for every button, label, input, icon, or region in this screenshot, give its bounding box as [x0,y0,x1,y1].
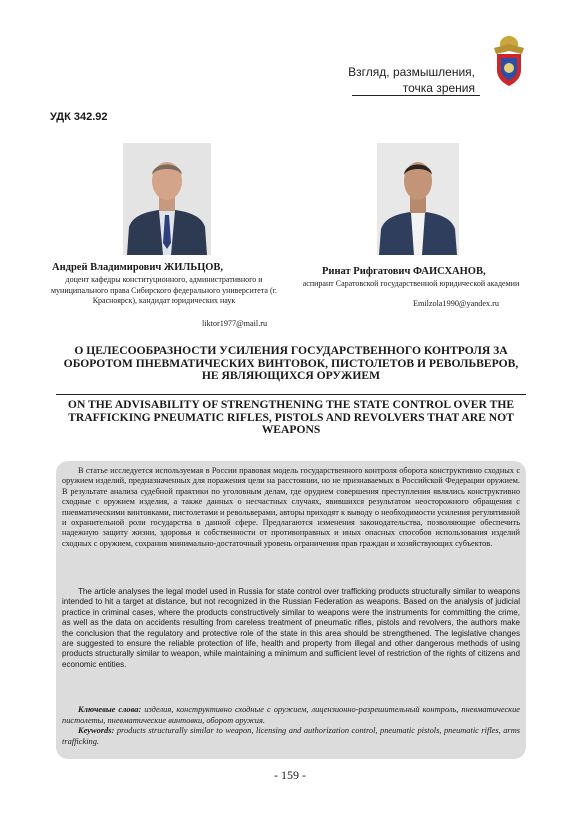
page-number: - 159 - [274,768,306,782]
keywords-en [62,726,520,747]
keywords-en-label: Keywords: [78,726,115,735]
section-rubric [300,64,475,96]
keywords-en-text: products structurally similar to weapon, licensing and authorization control, pneumatic pistols, pneumatic rifles, arms trafficking. [62,726,521,746]
author-1-affiliation: доцент кафедры конституционного, административного и муниципального права Сибирского федерального университета (г. Красноярск), кандидат юридических наук [50,275,277,306]
udk-code: УДК 342.92 [50,111,108,123]
rubric-line-2: точка зрения [402,81,475,95]
article-title-ru: О ЦЕЛЕСООБРАЗНОСТИ УСИЛЕНИЯ ГОСУДАРСТВЕННОГО КОНТРОЛЯ ЗА ОБОРОТОМ ПНЕВМАТИЧЕСКИХ ВИНТОВОК, ПИСТОЛЕТОВ И РЕВОЛЬВЕРОВ, НЕ ЯВЛЯЮЩИХСЯ ОРУЖИЕМ [63,344,519,383]
abstract-en: The article analyses the legal model used in Russia for state control over trafficking products structurally similar to weapons intended to hit a target at distance, but not recognized in the Russian Federation as weapons. Based on the analysis of judicial practice in criminal cases, where the products constructively similar to weapons were the instruments for committing the crime, as well as the data on accidents resulting from careless treatment of pneumatic rifles, pistols and revolvers, the authors make the conclusion that the regulatory and protective role of the state in this area should be strengthened. The legislative changes are suggested to ensure the reliable protection of life, health and property from illegal and other dangerous methods of using products structurally similar to weapon, while maintaining a minimum and sufficient level of restriction of the rights of citizens and economic entities. [62,587,520,669]
title-divider [56,394,526,395]
keywords-ru-text: изделия, конструктивно сходные с оружием, лицензионно-разрешительный контроль, пневматические пистолеты, пневматические винтовки, оборот оружия. [62,705,520,725]
abstract-ru: В статье исследуется используемая в России правовая модель государственного контроля оборота конструктивно сходных с оружием изделий, предназначенных для поражения цели на расстоянии, но не признаваемых в Российской Федерации оружием. В результате анализа судебной практики по уголовным делам, где орудием совершения преступления являлись конструктивно сходные с оружием изделия, а также данных о несчастных случаях, явившихся результатом неосторожного обращения с пневматическими винтовками, пистолетами и револьверами, авторы приходят к выводу о необходимости усиления регулятивной и охранительной роли государства в данной сфере. Предлагаются изменения законодательства, позволяющие обеспечить надежную защиту жизни, здоровья и собственности от противоправных и иных опасных способов использования изделий сходных с оружием, сохранив минимально-достаточный уровень ограничения прав граждан и хозяйствующих субъектов. [62,466,520,548]
author-2-affiliation: аспирант Саратовской государственной юридической академии [302,279,520,288]
author-photo-1 [123,143,211,255]
author-2-email: Emilzola1990@yandex.ru [413,299,499,308]
keywords-ru [62,705,520,726]
article-title-en: ON THE ADVISABILITY OF STRENGTHENING THE STATE CONTROL OVER THE TRAFFICKING PNEUMATIC RIFLES, PISTOLS AND REVOLVERS THAT ARE NOT WEAPONS [67,398,515,437]
author-2-name: Ринат Рифгатович ФАИСХАНОВ, [322,266,486,277]
rubric-divider [352,95,480,96]
author-photo-2 [377,143,459,255]
author-1-email: liktor1977@mail.ru [202,319,268,328]
institution-emblem [486,32,532,88]
keywords-ru-label: Ключевые слова: [78,705,142,714]
author-1-name: Андрей Владимирович ЖИЛЬЦОВ, [52,262,224,273]
rubric-line-1: Взгляд, размышления, [348,65,475,79]
